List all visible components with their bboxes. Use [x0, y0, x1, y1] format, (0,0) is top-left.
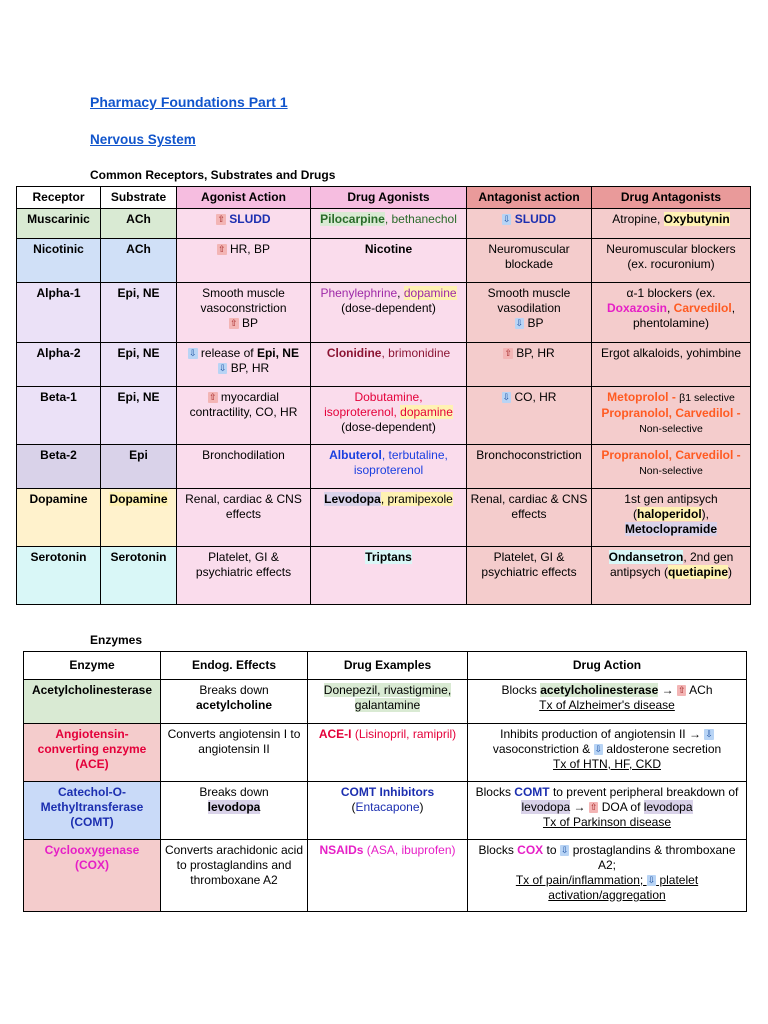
drug-antagonists-cell [592, 387, 751, 445]
text: Metoclopramide [624, 522, 717, 536]
drug-antagonists-cell [592, 283, 751, 343]
text: ACh [686, 683, 713, 697]
text: quetiapine [668, 565, 729, 579]
text: β1 selective [679, 392, 735, 404]
drug-agonists-cell [311, 445, 467, 489]
table-row [24, 782, 747, 840]
antagonist-action-cell [467, 343, 592, 387]
drug-examples-cell [308, 724, 468, 782]
text: levodopa [521, 800, 571, 814]
drug-agonists-cell [311, 547, 467, 605]
header-cell: Drug Agonists [311, 187, 467, 209]
text: Non-selective [639, 423, 703, 435]
antagonist-action-cell [467, 387, 592, 445]
text: Metoprolol - [607, 390, 680, 404]
text: Blocks [475, 785, 515, 799]
text: prostaglandins & thromboxane A2; [569, 843, 736, 872]
text: Inhibits production of angiotensin II → [500, 727, 705, 741]
text: , brimonidine [381, 346, 451, 360]
up-arrow-icon: ⇧ [218, 244, 226, 254]
text: ) [728, 565, 733, 579]
text: (dose-dependent) [341, 420, 436, 434]
table-row [17, 209, 751, 239]
text: Smooth muscle vasoconstriction [200, 286, 287, 315]
substrate-cell: Serotonin [101, 547, 177, 605]
down-arrow-icon: ⇩ [647, 875, 656, 885]
text: to prevent peripheral breakdown of [549, 785, 739, 799]
text: (dose-dependent) [341, 301, 436, 315]
table-row [17, 489, 751, 547]
text: Blocks [501, 683, 541, 697]
up-arrow-icon: ⇧ [589, 802, 598, 812]
down-arrow-icon: ⇩ [515, 318, 524, 328]
receptor-cell: Dopamine [17, 489, 101, 547]
text: Tx of HTN, HF, CKD [552, 757, 661, 771]
drug-examples-cell [308, 680, 468, 724]
down-arrow-icon: ⇩ [218, 363, 227, 373]
drug-action-cell [468, 840, 747, 912]
down-arrow-icon: ⇩ [594, 744, 603, 754]
text: , 2nd gen antipsych ( [609, 550, 734, 579]
table-row [24, 724, 747, 782]
drug-antagonists-cell: Ergot alkaloids, yohimbine [592, 343, 751, 387]
header-cell: Drug Examples [308, 652, 468, 680]
up-arrow-icon: ⇧ [677, 685, 686, 695]
text: Entacapone [355, 800, 420, 814]
text: BP, HR [230, 361, 270, 375]
substrate-cell [101, 489, 177, 547]
text: BP [527, 316, 544, 330]
agonist-action-cell [177, 387, 311, 445]
antagonist-action-cell [467, 283, 592, 343]
receptor-cell: Beta-1 [17, 387, 101, 445]
agonist-action-cell: Renal, cardiac & CNS effects [177, 489, 311, 547]
endog-effects-cell [161, 782, 308, 840]
agonist-action-cell: Bronchodilation [177, 445, 311, 489]
substrate-cell: ACh [101, 239, 177, 283]
enzymes-caption: Enzymes [90, 633, 143, 647]
text: Tx of Parkinson disease [542, 815, 672, 829]
text: aldosterone secretion [603, 742, 722, 756]
text: , pramipexole [380, 492, 453, 506]
text: ), [701, 507, 709, 521]
drug-agonists-cell [311, 283, 467, 343]
substrate-cell: Epi, NE [101, 387, 177, 445]
text: Ondansetron [608, 550, 684, 564]
table-row [24, 680, 747, 724]
header-cell: Enzyme [24, 652, 161, 680]
table-row [17, 343, 751, 387]
drug-antagonists-cell [592, 489, 751, 547]
text: Propranolol, Carvedilol - [601, 448, 741, 462]
enzyme-cell: Acetylcholinesterase [24, 680, 161, 724]
enzyme-cell: Angiotensin-converting enzyme (ACE) [24, 724, 161, 782]
agonist-action-cell [177, 283, 311, 343]
table-row [17, 387, 751, 445]
text: ( [351, 800, 356, 814]
table-row [17, 547, 751, 605]
text: Clonidine [326, 346, 382, 360]
receptors-caption: Common Receptors, Substrates and Drugs [90, 168, 336, 182]
text: Dobutamine [354, 390, 420, 404]
up-arrow-icon: ⇧ [230, 318, 238, 328]
receptor-cell: Alpha-1 [17, 283, 101, 343]
text: Atropine, [612, 212, 664, 226]
header-cell: Antagonist action [467, 187, 592, 209]
header-cell: Substrate [101, 187, 177, 209]
down-arrow-icon: ⇩ [560, 845, 569, 855]
agonist-action-cell [177, 343, 311, 387]
endog-effects-cell: Converts angiotensin I to angiotensin II [161, 724, 308, 782]
text: Propranolol, Carvedilol - [601, 406, 741, 420]
enzymes-table [23, 651, 747, 912]
drug-antagonists-cell [592, 445, 751, 489]
text: phentolamine) [632, 316, 710, 330]
table-header-row [17, 187, 751, 209]
endog-effects-cell: Converts arachidonic acid to prostaglandins and thromboxane A2 [161, 840, 308, 912]
page-title: Pharmacy Foundations Part 1 [90, 94, 288, 110]
down-arrow-icon: ⇩ [189, 348, 197, 358]
text: Smooth muscle vasodilation [487, 286, 571, 315]
antagonist-action-cell: Renal, cardiac & CNS effects [467, 489, 592, 547]
text: levodopa [643, 800, 693, 814]
text: Tx of Alzheimer's disease [539, 698, 675, 712]
drug-action-cell [468, 680, 747, 724]
text: → [570, 800, 589, 814]
text: platelet activation/aggregation [548, 873, 699, 902]
drug-agonists-cell: Dobutamine, isoproterenol, dopamine (dose-dependent) [311, 387, 467, 445]
header-cell: Drug Antagonists [592, 187, 751, 209]
text: → [658, 683, 677, 697]
up-arrow-icon: ⇧ [504, 348, 512, 358]
receptor-cell: Beta-2 [17, 445, 101, 489]
text: Triptans [365, 550, 412, 564]
text: release of [200, 346, 257, 360]
text: Pilocarpine [320, 212, 385, 226]
text: isoproterenol, [324, 405, 401, 419]
text: 1st gen antipsych ( [624, 492, 718, 521]
text: COX [517, 843, 544, 857]
receptors-table [16, 186, 751, 605]
text: acetylcholine [195, 698, 273, 712]
text: Levodopa [324, 492, 381, 506]
table-row [17, 283, 751, 343]
substrate-cell: Epi, NE [101, 343, 177, 387]
text: Oxybutynin [663, 212, 730, 226]
agonist-action-cell [177, 239, 311, 283]
header-cell: Agonist Action [177, 187, 311, 209]
drug-agonists-cell [311, 209, 467, 239]
text: , terbutaline, [381, 448, 448, 462]
text: ACE-I [318, 727, 352, 741]
substrate-cell: Epi, NE [101, 283, 177, 343]
drug-examples-cell [308, 840, 468, 912]
text: , [731, 301, 736, 315]
text: Doxazosin [606, 301, 667, 315]
table-row [17, 239, 751, 283]
text: BP, HR [516, 346, 555, 360]
drug-action-cell [468, 782, 747, 840]
antagonist-action-cell: Bronchoconstriction [467, 445, 592, 489]
drug-agonists-cell [311, 343, 467, 387]
substrate-cell: Epi [101, 445, 177, 489]
down-arrow-icon: ⇩ [502, 214, 511, 224]
antagonist-action-cell [467, 209, 592, 239]
receptor-cell: Alpha-2 [17, 343, 101, 387]
text: to [543, 843, 560, 857]
up-arrow-icon: ⇧ [209, 392, 217, 402]
text: ASA, ibuprofen [370, 843, 452, 857]
text: vasoconstriction & [492, 742, 594, 756]
text: myocardial contractility, CO, HR [189, 390, 298, 419]
header-cell: Endog. Effects [161, 652, 308, 680]
text: Phenylephrine [320, 286, 398, 300]
text: Breaks down [199, 683, 269, 697]
section-heading: Nervous System [90, 132, 196, 147]
agonist-action-cell: Platelet, GI & psychiatric effects [177, 547, 311, 605]
text: CO, HR [514, 390, 557, 404]
down-arrow-icon: ⇩ [705, 729, 713, 739]
up-arrow-icon: ⇧ [217, 214, 225, 224]
text: levodopa [207, 800, 261, 814]
text: ( [363, 843, 371, 857]
table-row [17, 445, 751, 489]
text: HR, BP [229, 242, 270, 256]
agonist-action-cell [177, 209, 311, 239]
text: Dopamine [109, 492, 168, 506]
text: α-1 blockers (ex. [626, 286, 716, 300]
down-arrow-icon: ⇩ [502, 392, 511, 402]
drug-agonists-cell [311, 489, 467, 547]
drug-antagonists-cell [592, 547, 751, 605]
text: Albuterol [329, 448, 382, 462]
header-cell: Receptor [17, 187, 101, 209]
endog-effects-cell [161, 680, 308, 724]
text: isoproterenol [353, 463, 424, 477]
drug-antagonists-cell: Neuromuscular blockers (ex. rocuronium) [592, 239, 751, 283]
text: BP [241, 316, 258, 330]
text: SLUDD [229, 212, 271, 226]
text: Tx of pain/inflammation; [515, 873, 647, 887]
drug-examples-cell [308, 782, 468, 840]
table-row [24, 840, 747, 912]
text: Epi, NE [256, 346, 299, 360]
table-header-row [24, 652, 747, 680]
text: Donepezil, rivastigmine, galantamine [323, 683, 452, 712]
antagonist-action-cell: Platelet, GI & psychiatric effects [467, 547, 592, 605]
enzyme-cell: Cyclooxygenase (COX) [24, 840, 161, 912]
text: Blocks [478, 843, 518, 857]
text: SLUDD [514, 212, 557, 226]
drug-antagonists-cell [592, 209, 751, 239]
enzyme-cell: Catechol-O-Methyltransferase (COMT) [24, 782, 161, 840]
text: haloperidol [636, 507, 702, 521]
text: COMT [514, 785, 550, 799]
receptor-cell: Muscarinic [17, 209, 101, 239]
text: Breaks down [199, 785, 269, 799]
text: acetylcholinesterase [540, 683, 659, 697]
text: ) [419, 800, 424, 814]
text: , bethanechol [384, 212, 457, 226]
text: NSAIDs [319, 843, 364, 857]
text: Non-selective [639, 465, 703, 477]
text: Carvedilol [673, 301, 732, 315]
text: COMT Inhibitors [340, 785, 435, 799]
text: , [666, 301, 674, 315]
text: dopamine [400, 405, 453, 419]
text: DOA of [598, 800, 644, 814]
drug-action-cell [468, 724, 747, 782]
header-cell: Drug Action [468, 652, 747, 680]
receptor-cell: Nicotinic [17, 239, 101, 283]
drug-agonists-cell: Nicotine [311, 239, 467, 283]
text: ) [451, 843, 456, 857]
text: (Lisinopril, ramipril) [351, 727, 457, 741]
antagonist-action-cell: Neuromuscular blockade [467, 239, 592, 283]
receptor-cell: Serotonin [17, 547, 101, 605]
text: , [397, 286, 404, 300]
substrate-cell: ACh [101, 209, 177, 239]
text: dopamine [403, 286, 457, 300]
